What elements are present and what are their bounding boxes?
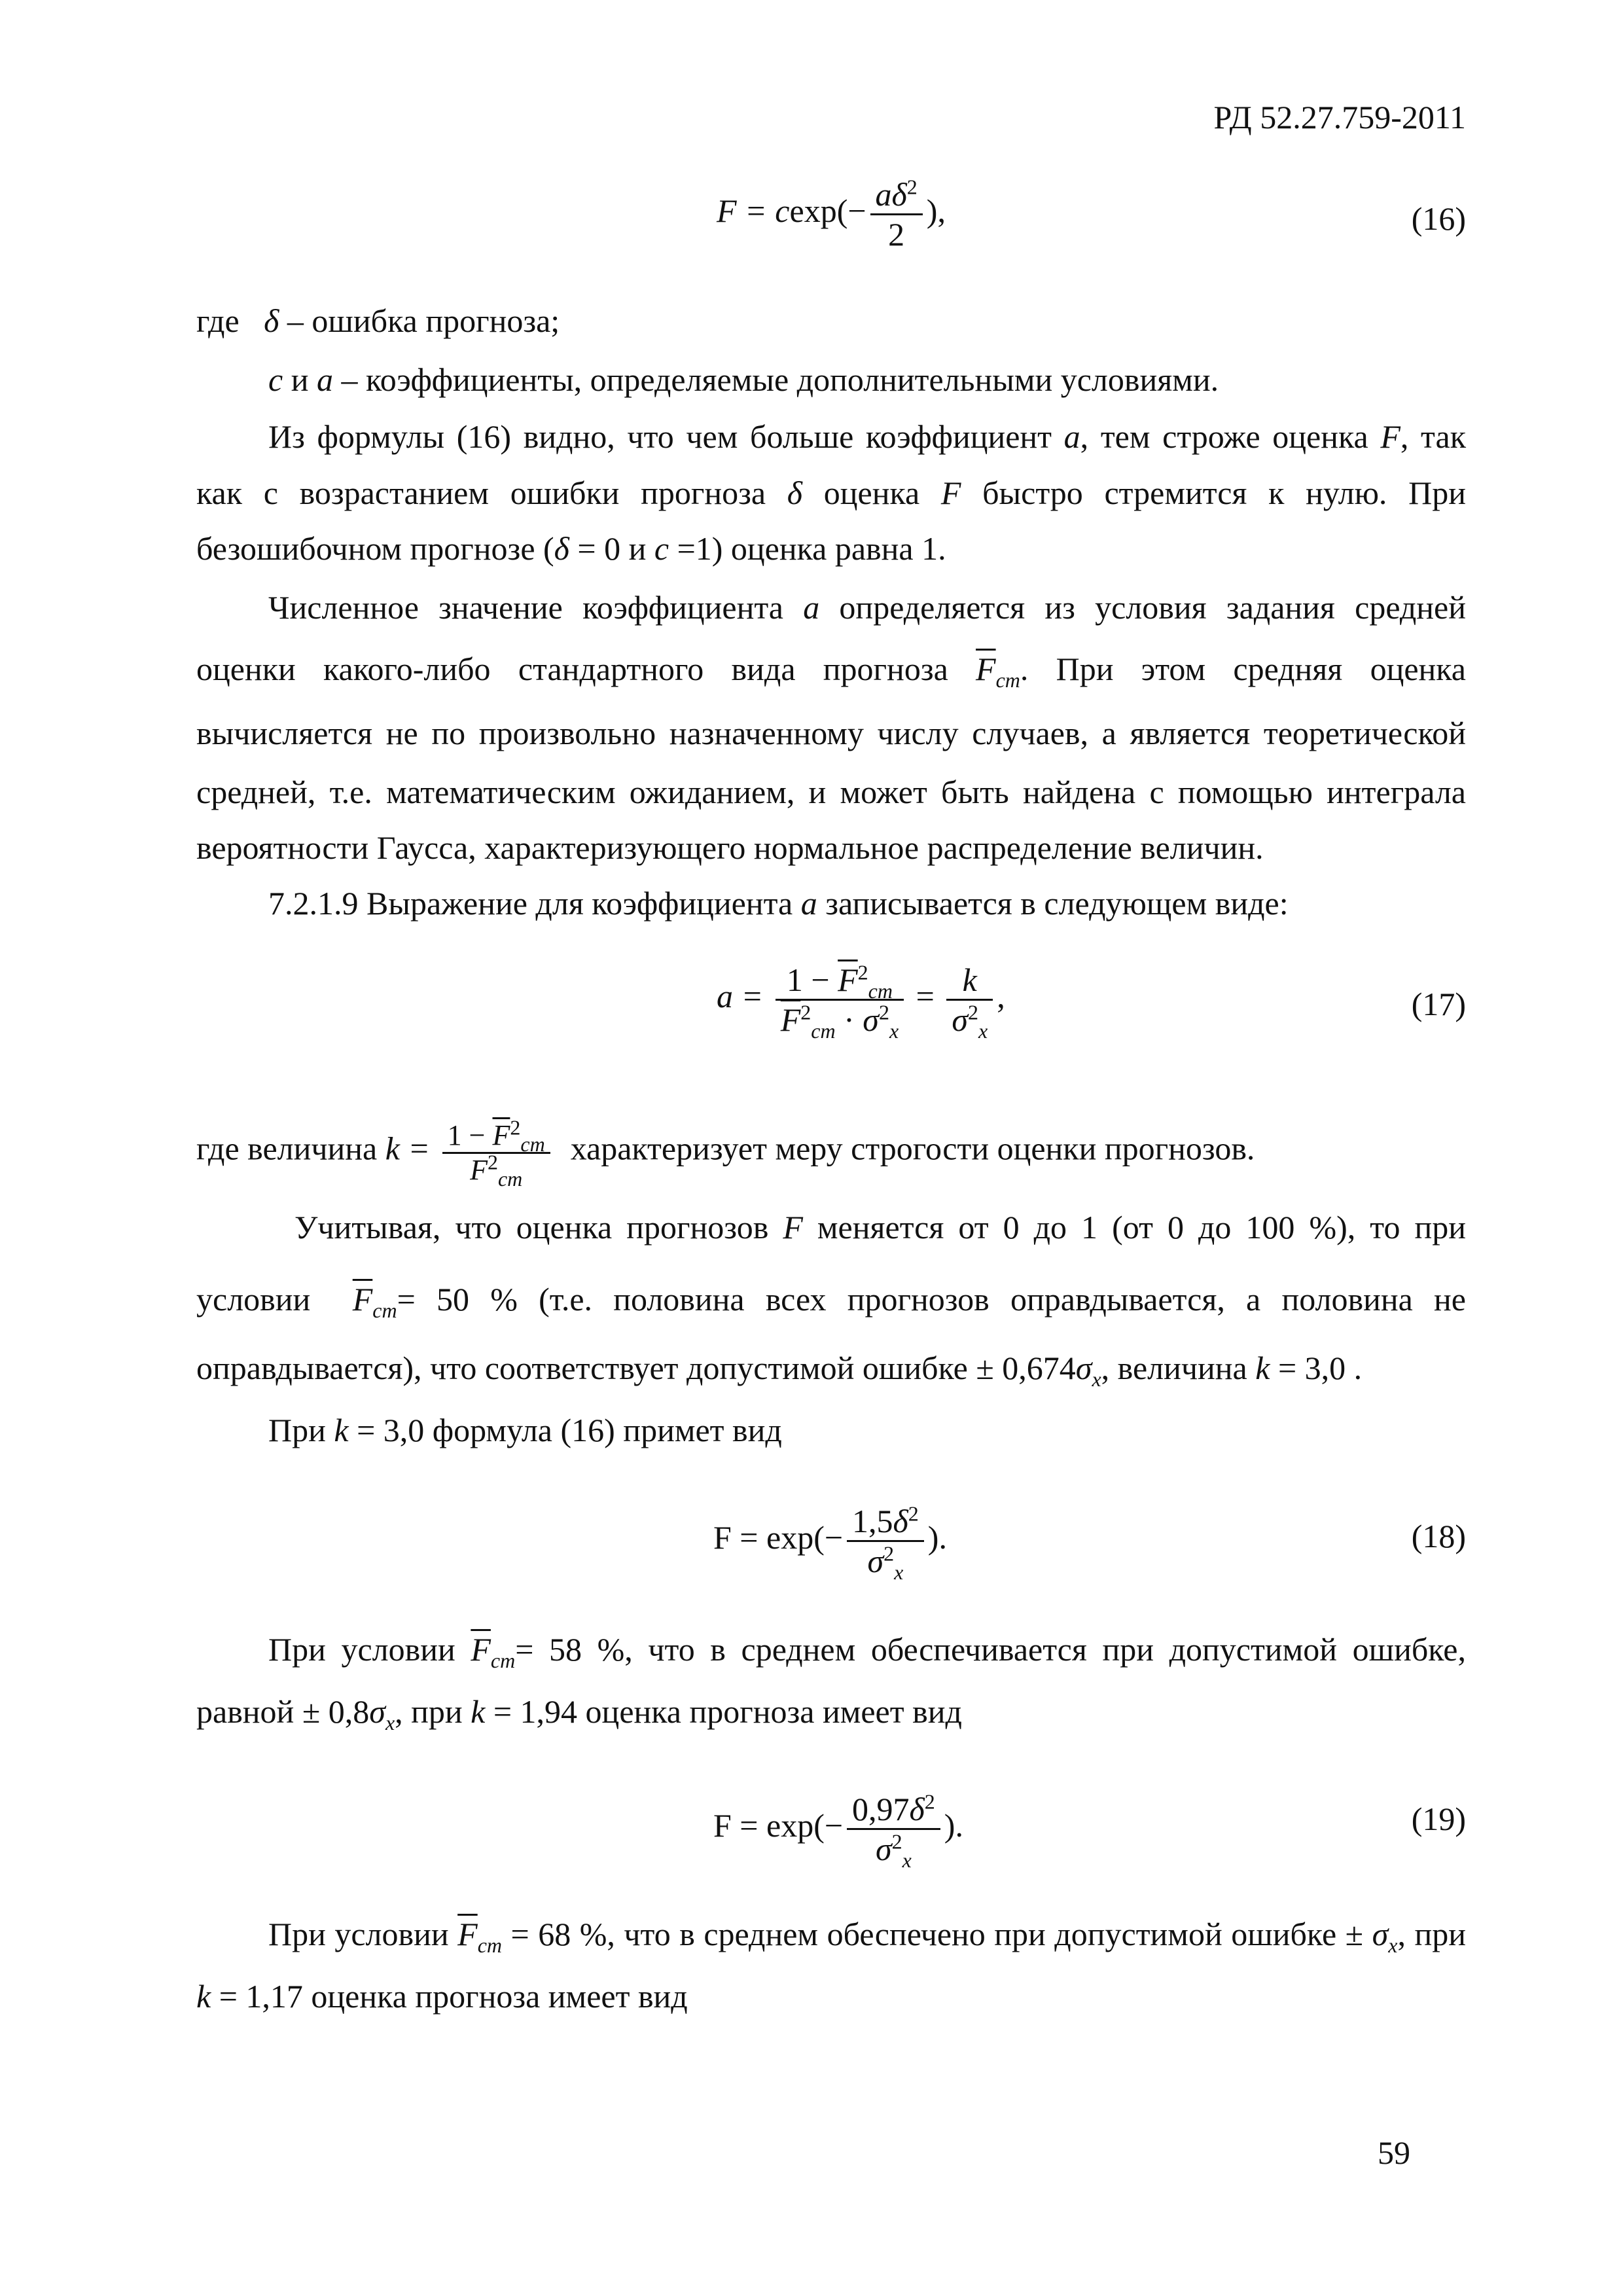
- para6-line1: При условии $\overline{F}_{ст}= 58$ %, что в среднем обеспечивается при допустимой ошибке,: [268, 1631, 1467, 1672]
- where-delta-line: где δ – ошибка прогноза;: [196, 302, 560, 339]
- para2-line4: средней, т.е. математическим ожиданием, и может быть найдена с помощью интеграла: [196, 774, 1466, 810]
- para4-line2: условии $\overline{F}_{ст}= 50$ % (т.е. половина всех прогнозов оправдывается, а половина не: [196, 1281, 1466, 1322]
- para7-line2: k = 1,17 оценка прогноза имеет вид: [196, 1978, 688, 2015]
- para2-line3: вычисляется не по произвольно назначенному числу случаев, а является теоретической: [196, 715, 1466, 751]
- para7-line1: При условии $\overline{F}_{ст} = 68$ %, что в среднем обеспечено при допустимой ошибке ± $\sigma_x$, при: [268, 1916, 1466, 1957]
- equation-number-19: (19): [1411, 1801, 1466, 1837]
- para4-line1: Учитывая, что оценка прогнозов F меняется от 0 до 1 (от 0 до 100 %), то при: [294, 1209, 1466, 1246]
- equation-16: F = cexp(− $\frac{a\delta^2}{2}$ ),: [717, 175, 946, 253]
- equation-number-18: (18): [1411, 1518, 1466, 1554]
- para3-line: 7.2.1.9 Выражение для коэффициента a записывается в следующем виде:: [268, 885, 1289, 922]
- para2-line2: оценки какого-либо стандартного вида прогноза $\overline{F}_{ст}$. При этом средняя оценка: [196, 651, 1466, 692]
- equation-17: a = $1 - \overline{F}^2_{ст}$ $\overline{F}^2_{ст} \cdot \sigma^2_x$ = $\frac{k}{\sigma^2_x}$ ,: [717, 960, 1005, 1043]
- equation-19: F = exp(− $\frac{0,97\delta^2}{\sigma^2_x}$ ).: [713, 1789, 963, 1872]
- page-number: 59: [1378, 2134, 1410, 2171]
- para2-line1: Численное значение коэффициента a определяется из условия задания средней: [268, 589, 1466, 626]
- equation-18: F = exp(− $\frac{1,5\delta^2}{\sigma^2_x}$ ).: [713, 1501, 947, 1584]
- equation-number-16: (16): [1411, 200, 1466, 237]
- document-header: РД 52.27.759-2011: [1213, 99, 1466, 135]
- para5-line: При k = 3,0 формула (16) примет вид: [268, 1412, 782, 1448]
- where-k-line: где величина k = $1 - \overline{F}^2_{ст}$ $\overline{F}^2_{ст}$ характеризует меру строгости оценки прогнозов.: [196, 1115, 1255, 1191]
- para4-line3: оправдывается), что соответствует допустимой ошибке ± $0,674\sigma_x$, величина k = 3,0 .: [196, 1350, 1363, 1391]
- para2-line5: вероятности Гаусса, характеризующего нормальное распределение величин.: [196, 829, 1264, 866]
- para1-line1: Из формулы (16) видно, что чем больше коэффициент a, тем строже оценка F, так: [268, 418, 1466, 455]
- para1-line3: безошибочном прогнозе (δ = 0 и c =1) оценка равна 1.: [196, 530, 946, 567]
- equation-number-17: (17): [1411, 986, 1466, 1022]
- where-ca-line: c и a – коэффициенты, определяемые дополнительными условиями.: [268, 361, 1219, 398]
- para1-line2: как с возрастанием ошибки прогноза δ оценка F быстро стремится к нулю. При: [196, 475, 1466, 511]
- para6-line2: равной ± $0,8\sigma_x$, при k = 1,94 оценка прогноза имеет вид: [196, 1693, 962, 1734]
